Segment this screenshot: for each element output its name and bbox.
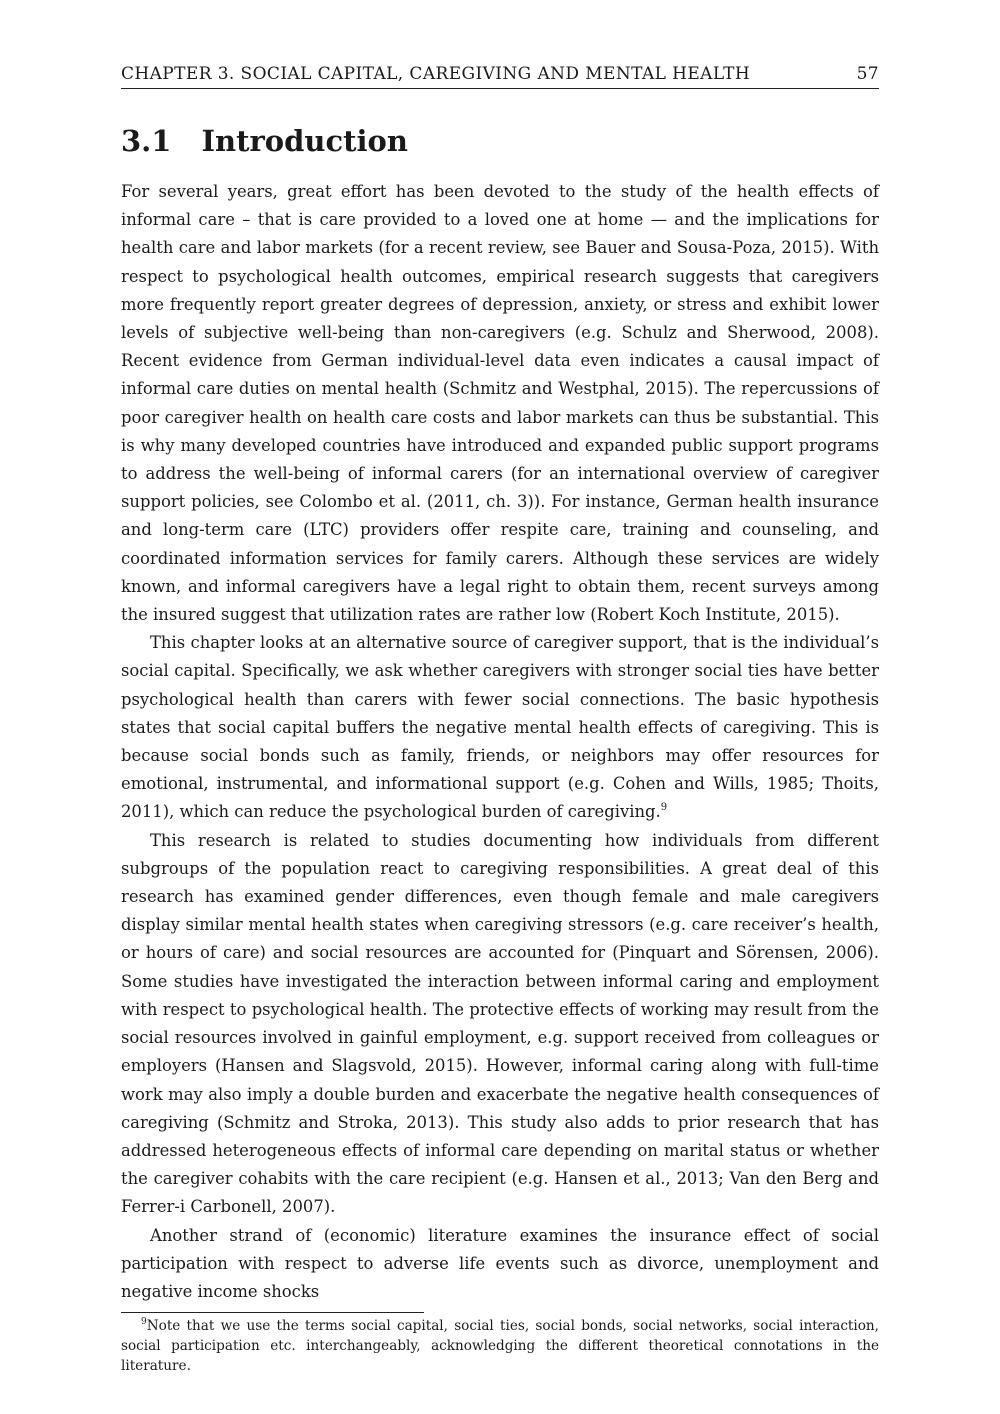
paragraph-2 (121, 629, 879, 826)
page (121, 64, 879, 1376)
chapter-title: CHAPTER 3. SOCIAL CAPITAL, CAREGIVING AND MENTAL HEALTH (121, 64, 751, 84)
body-text (121, 178, 879, 1306)
footnote-divider (121, 1312, 424, 1313)
running-header (121, 64, 879, 89)
section-title: Introduction (201, 124, 408, 158)
footnote-text: Note that we use the terms social capital, social ties, social bonds, social networks, social interaction, social participation etc. interchangeably, acknowledging the different theoretical connotations in the literature. (121, 1318, 879, 1375)
section-number: 3.1 (121, 124, 172, 158)
footnote (121, 1316, 879, 1376)
paragraph-1: For several years, great effort has been devoted to the study of the health effects of informal care – that is care provided to a loved one at home — and the implications for health care and labor markets (for a recent review, see Bauer and Sousa-Poza, 2015). With respect to psychological health outcomes, empirical research suggests that caregivers more frequently report greater degrees of depression, anxiety, or stress and exhibit lower levels of subjective well-being than non-caregivers (e.g. Schulz and Sherwood, 2008). Recent evidence from German individual-level data even indicates a causal impact of informal care duties on mental health (Schmitz and Westphal, 2015). The repercussions of poor caregiver health on health care costs and labor markets can thus be substantial. This is why many developed countries have introduced and expanded public support programs to address the well-being of informal carers (for an international overview of caregiver support policies, see Colombo et al. (2011, ch. 3)). For instance, German health insurance and long-term care (LTC) providers offer respite care, training and counseling, and coordinated information services for family carers. Although these services are widely known, and informal caregivers have a legal right to obtain them, recent surveys among the insured suggest that utilization rates are rather low (Robert Koch Institute, 2015). (121, 182, 879, 625)
page-number: 57 (856, 64, 879, 84)
paragraph-3: This research is related to studies documenting how individuals from different subgroups of the population react to caregiving responsibilities. A great deal of this research has examined gender differences, even though female and male caregivers display similar mental health states when caregiving stressors (e.g. care receiver’s health, or hours of care) and social resources are accounted for (Pinquart and Sörensen, 2006). Some studies have investigated the interaction between informal caring and employment with respect to psychological health. The protective effects of working may result from the social resources involved in gainful employment, e.g. support received from colleagues or employers (Hansen and Slagsvold, 2015). However, informal caring along with full-time work may also imply a double burden and exacerbate the negative health consequences of caregiving (Schmitz and Stroka, 2013). This study also adds to prior research that has addressed heterogeneous effects of informal care depending on marital status or whether the caregiver cohabits with the care recipient (e.g. Hansen et al., 2013; Van den Berg and Ferrer-i Carbonell, 2007). (121, 830, 879, 1217)
paragraph-2-text: This chapter looks at an alternative source of caregiver support, that is the individual’s social capital. Specifically, we ask whether caregivers with stronger social ties have better psychological health than carers with fewer social connections. The basic hypothesis states that social capital buffers the negative mental health effects of caregiving. This is because social bonds such as family, friends, or neighbors may offer resources for emotional, instrumental, and informational support (e.g. Cohen and Wills, 1985; Thoits, 2011), which can reduce the psychological burden of caregiving. (121, 633, 879, 822)
paragraph-4: Another strand of (economic) literature examines the insurance effect of social participation with respect to adverse life events such as divorce, unemployment and negative income shocks (121, 1225, 879, 1301)
footnote-mark: 9 (141, 1317, 147, 1328)
footnote-reference[interactable]: 9 (660, 802, 668, 814)
section-heading (121, 124, 879, 158)
